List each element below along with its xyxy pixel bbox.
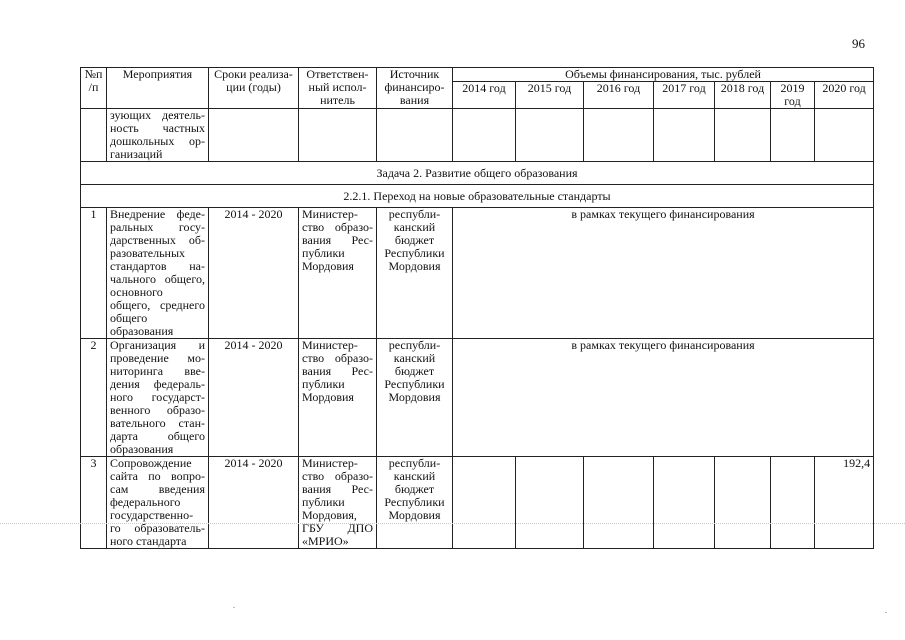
task-title: Задача 2. Развитие общего образования — [81, 162, 874, 185]
header-year: 2016 год — [584, 82, 654, 109]
table-row — [81, 457, 874, 549]
row-period: 2014 - 2020 — [209, 457, 299, 549]
row-event: Организация и проведение мо- ниторинга вве- дения федераль- ного государст- венного образо- вательного стан- дарта общего образования — [107, 339, 209, 457]
scan-speck — [233, 607, 235, 608]
scan-artifact-line — [0, 523, 905, 524]
page-number: 96 — [852, 36, 865, 51]
row-funding-note: в рамках текущего финансирования — [453, 339, 874, 457]
row-source: республи- канский бюджет Республики Мордовия — [377, 208, 453, 339]
row-num: 1 — [81, 208, 107, 339]
header-num: №п /п — [81, 68, 107, 109]
header-year: 2015 год — [516, 82, 584, 109]
row-event: Внедрение феде- ральных госу- дарственных об- разовательных стандартов на- чального общего, основного общего, среднего общего образования — [107, 208, 209, 339]
header-row-1 — [81, 68, 874, 82]
header-year: 2018 год — [715, 82, 771, 109]
row-source: республи- канский бюджет Республики Мордовия — [377, 457, 453, 549]
row-event: Сопровождение сайта по вопро- сам введения федерального государственно- го образователь- ного стандарта — [107, 457, 209, 549]
row-num: 3 — [81, 457, 107, 549]
subsection-title: 2.2.1. Переход на новые образовательные стандарты — [81, 185, 874, 208]
task-row — [81, 162, 874, 185]
continuation-event: зующих деятель- ность частных дошкольных ор- ганизаций — [107, 109, 209, 162]
row-num: 2 — [81, 339, 107, 457]
header-executor: Ответствен- ный испол- нитель — [299, 68, 377, 109]
row-executor: Министер- ство образо- вания Рес- публики Мордовия — [299, 208, 377, 339]
header-funding: Объемы финансирования, тыс. рублей — [453, 68, 874, 82]
funding-table — [80, 67, 874, 549]
row-executor: Министер- ство образо- вания Рес- публики Мордовия, ГБУ ДПО «МРИО» — [299, 457, 377, 549]
continuation-row — [81, 109, 874, 162]
table-row — [81, 208, 874, 339]
row-period: 2014 - 2020 — [209, 208, 299, 339]
header-period: Сроки реализа- ции (годы) — [209, 68, 299, 109]
header-year: 2020 год — [815, 82, 874, 109]
row-source: республи- канский бюджет Республики Мордовия — [377, 339, 453, 457]
row-funding-note: в рамках текущего финансирования — [453, 208, 874, 339]
scan-speck — [885, 612, 887, 613]
table-row — [81, 339, 874, 457]
row-period: 2014 - 2020 — [209, 339, 299, 457]
header-year: 2019 год — [771, 82, 815, 109]
header-event: Мероприятия — [107, 68, 209, 109]
header-year: 2017 год — [654, 82, 715, 109]
row-value-2020: 192,4 — [815, 457, 874, 549]
subsection-row — [81, 185, 874, 208]
header-year: 2014 год — [453, 82, 516, 109]
header-source: Источник финансиро- вания — [377, 68, 453, 109]
row-executor: Министер- ство образо- вания Рес- публики Мордовия — [299, 339, 377, 457]
